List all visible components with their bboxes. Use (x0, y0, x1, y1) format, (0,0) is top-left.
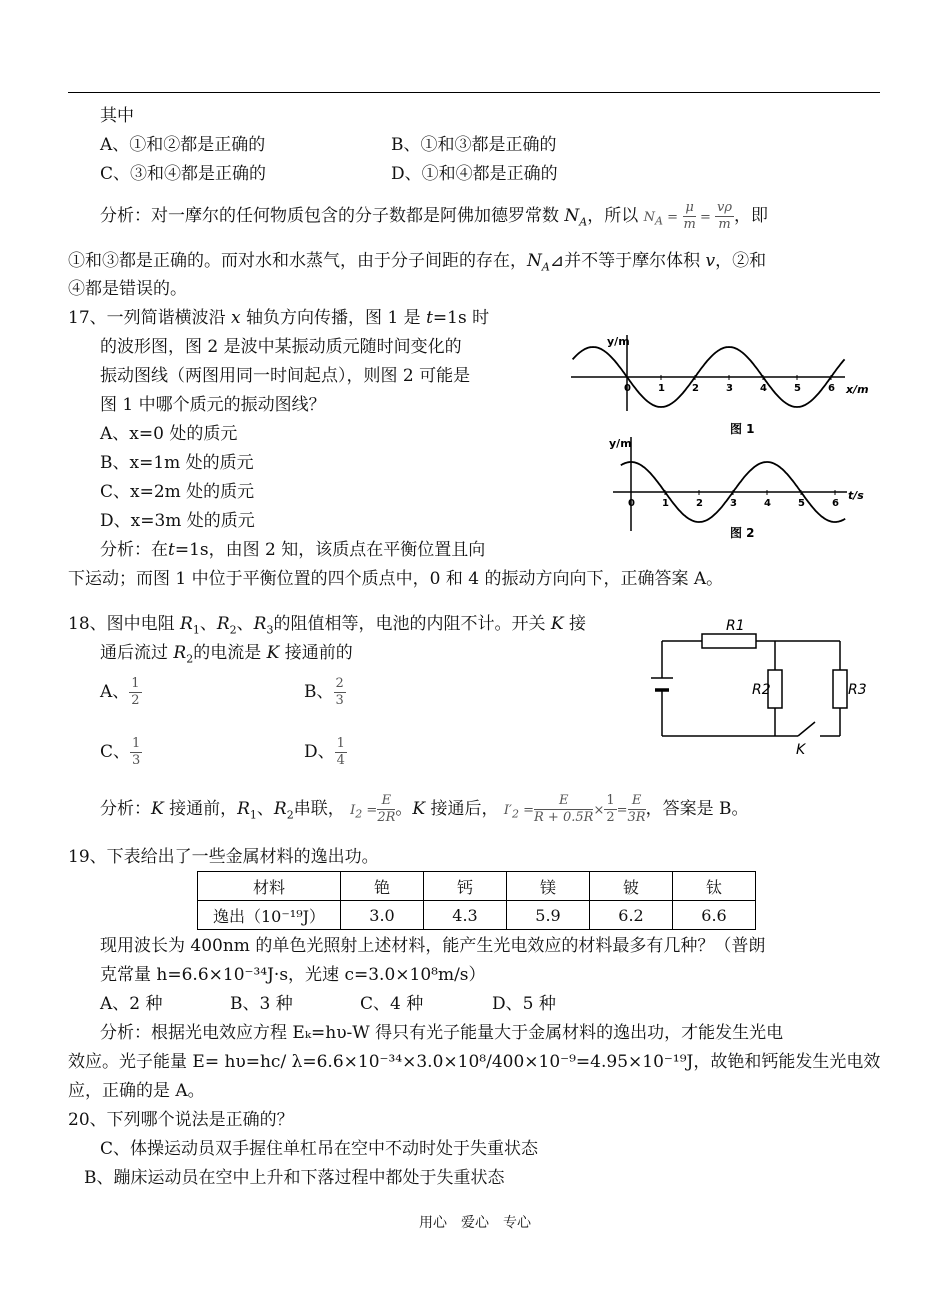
q20-option-b: B、蹦床运动员在空中上升和下落过程中都处于失重状态 (84, 1168, 505, 1188)
q19-question-line1: 现用波长为 400nm 的单色光照射上述材料，能产生光电效应的材料最多有几种？（普朗 (100, 936, 766, 956)
q17-stem-line1: 17、一列简谐横波沿 x 轴负方向传播，图 1 是 t=1s 时 (68, 308, 490, 328)
q19-option-d: D、5 种 (492, 994, 556, 1014)
tick-label: 0 (628, 498, 635, 509)
tick-label: 2 (692, 383, 699, 394)
table-cell: 4.3 (424, 901, 507, 930)
page-footer: 用心 爱心 专心 (419, 1215, 531, 1231)
q17-stem-line2: 的波形图，图 2 是波中某振动质元随时间变化的 (100, 337, 462, 357)
q16-analysis-line3: ④都是错误的。 (68, 279, 187, 299)
fig2-xlabel: t/s (848, 489, 864, 502)
q17-stem-line4: 图 1 中哪个质元的振动图线？ (100, 395, 326, 415)
q20-stem: 20、下列哪个说法是正确的？ (68, 1110, 294, 1130)
fig1-caption: 图 1 (730, 422, 755, 436)
q18-option-a: A、 $\frac{1}{2}$ (100, 676, 140, 708)
work-function-table (197, 871, 756, 930)
circuit-label-r1: R1 (726, 618, 745, 634)
table-header-cell: 铯 (341, 872, 424, 901)
resistor-r1 (702, 634, 756, 648)
q19-question-line2: 克常量 h=6.6×10⁻³⁴J·s，光速 c=3.0×10⁸m/s） (100, 965, 486, 985)
q17-analysis-line1: 分析：在t=1s，由图 2 知，该质点在平衡位置且向 (100, 540, 486, 560)
resistor-r3 (833, 670, 847, 708)
q16-intro: 其中 (100, 106, 134, 126)
table-header-cell: 铍 (590, 872, 673, 901)
q19-option-a: A、2 种 (100, 994, 163, 1014)
table-header-cell: 钙 (424, 872, 507, 901)
table-header-cell: 镁 (507, 872, 590, 901)
table-cell: 3.0 (341, 901, 424, 930)
q18-option-d: D、 $\frac{1}{4}$ (304, 736, 345, 768)
q18-stem-line2: 通后流过 $R_2$的电流是 K 接通前的 (100, 643, 353, 666)
q16-analysis-line2: ①和③都是正确的。而对水和水蒸气，由于分子间距的存在，$N_A⊿$并不等于摩尔体积 v，②和 (68, 251, 767, 274)
q16-option-d: D、①和④都是正确的 (391, 164, 558, 184)
tick-label: 1 (658, 383, 665, 394)
table-cell: 6.2 (590, 901, 673, 930)
q17-option-d: D、x=3m 处的质元 (100, 511, 255, 531)
battery-icon (651, 678, 673, 690)
q19-analysis-line2: 效应。光子能量 E= hυ=hc/ λ=6.6×10⁻³⁴×3.0×10⁸/400×10⁻⁹=4.95×10⁻¹⁹J，故铯和钙能发生光电效 (68, 1052, 881, 1072)
circuit-label-r2: R2 (752, 682, 771, 698)
fig1-xlabel: x/m (846, 383, 869, 396)
q17-option-a: A、x=0 处的质元 (100, 424, 238, 444)
q17-stem-line3: 振动图线（两图用同一时间起点），则图 2 可能是 (100, 366, 471, 386)
tick-label: 0 (624, 383, 631, 394)
table-row-label: 逸出（10⁻¹⁹J） (198, 901, 341, 930)
tick-label: 3 (726, 383, 733, 394)
tick-label: 1 (662, 498, 669, 509)
q19-option-c: C、4 种 (360, 994, 424, 1014)
tick-label: 4 (764, 498, 771, 509)
tick-label: 2 (696, 498, 703, 509)
table-cell: 5.9 (507, 901, 590, 930)
q18-stem-line1: 18、图中电阻 $R_1$、$R_2$、$R_3$的阻值相等，电池的内阻不计。开关 K 接 (68, 614, 586, 637)
fig1-ylabel: y/m (607, 335, 630, 348)
table-cell: 6.6 (673, 901, 756, 930)
q18-analysis: 分析：K 接通前，$R_1$、$R_2$串联， $I_2$ = $\frac{E}{2R}$ 。K 接通后， $I'_2$ = $\frac{E}{R + 0.5R}$ × $\frac{1}{2}$ = $\frac{E}{3R}$ ，答案是 B。 (100, 793, 749, 825)
q19-analysis-line1: 分析：根据光电效应方程 Eₖ=hυ-W 得只有光子能量大于金属材料的逸出功，才能发生光电 (100, 1023, 784, 1043)
q19-analysis-line3: 应，正确的是 A。 (68, 1081, 205, 1101)
figure-1 (571, 335, 869, 436)
q16-option-c: C、③和④都是正确的 (100, 164, 267, 184)
q18-option-c: C、 $\frac{1}{3}$ (100, 736, 141, 768)
tick-label: 3 (730, 498, 737, 509)
q18-circuit (650, 610, 880, 760)
q17-option-c: C、x=2m 处的质元 (100, 482, 255, 502)
tick-label: 4 (760, 383, 767, 394)
q17-option-b: B、x=1m 处的质元 (100, 453, 254, 473)
circuit-label-r3: R3 (848, 682, 867, 698)
q18-option-b: B、 $\frac{2}{3}$ (304, 676, 344, 708)
q16-option-b: B、①和③都是正确的 (391, 135, 557, 155)
fig2-caption: 图 2 (730, 526, 755, 540)
q17-figures (565, 325, 875, 550)
table-row (198, 901, 756, 930)
q17-analysis-line2: 下运动；而图 1 中位于平衡位置的四个质点中，0 和 4 的振动方向向下，正确答案 A。 (68, 569, 724, 589)
table-header-cell: 钛 (673, 872, 756, 901)
q20-option-c: C、体操运动员双手握住单杠吊在空中不动时处于失重状态 (100, 1139, 539, 1159)
tick-label: 6 (828, 383, 835, 394)
fig2-ylabel: y/m (609, 437, 632, 450)
figure-2 (609, 437, 864, 540)
switch-k (798, 722, 815, 736)
circuit-label-k: K (796, 742, 806, 758)
q16-option-a: A、①和②都是正确的 (100, 135, 266, 155)
table-header-cell: 材料 (198, 872, 341, 901)
tick-label: 5 (798, 498, 805, 509)
table-header-row (198, 872, 756, 901)
header-rule (68, 92, 880, 93)
q19-option-b: B、3 种 (230, 994, 293, 1014)
tick-label: 5 (794, 383, 801, 394)
q16-analysis-line1: 分析：对一摩尔的任何物质包含的分子数都是阿佛加德罗常数 $N_A$，所以 $N_A$ = $\frac{\mu}{m}$ = $\frac{v\rho}{m}$ ，即 (100, 200, 769, 232)
q19-stem: 19、下表给出了一些金属材料的逸出功。 (68, 847, 379, 867)
tick-label: 6 (832, 498, 839, 509)
